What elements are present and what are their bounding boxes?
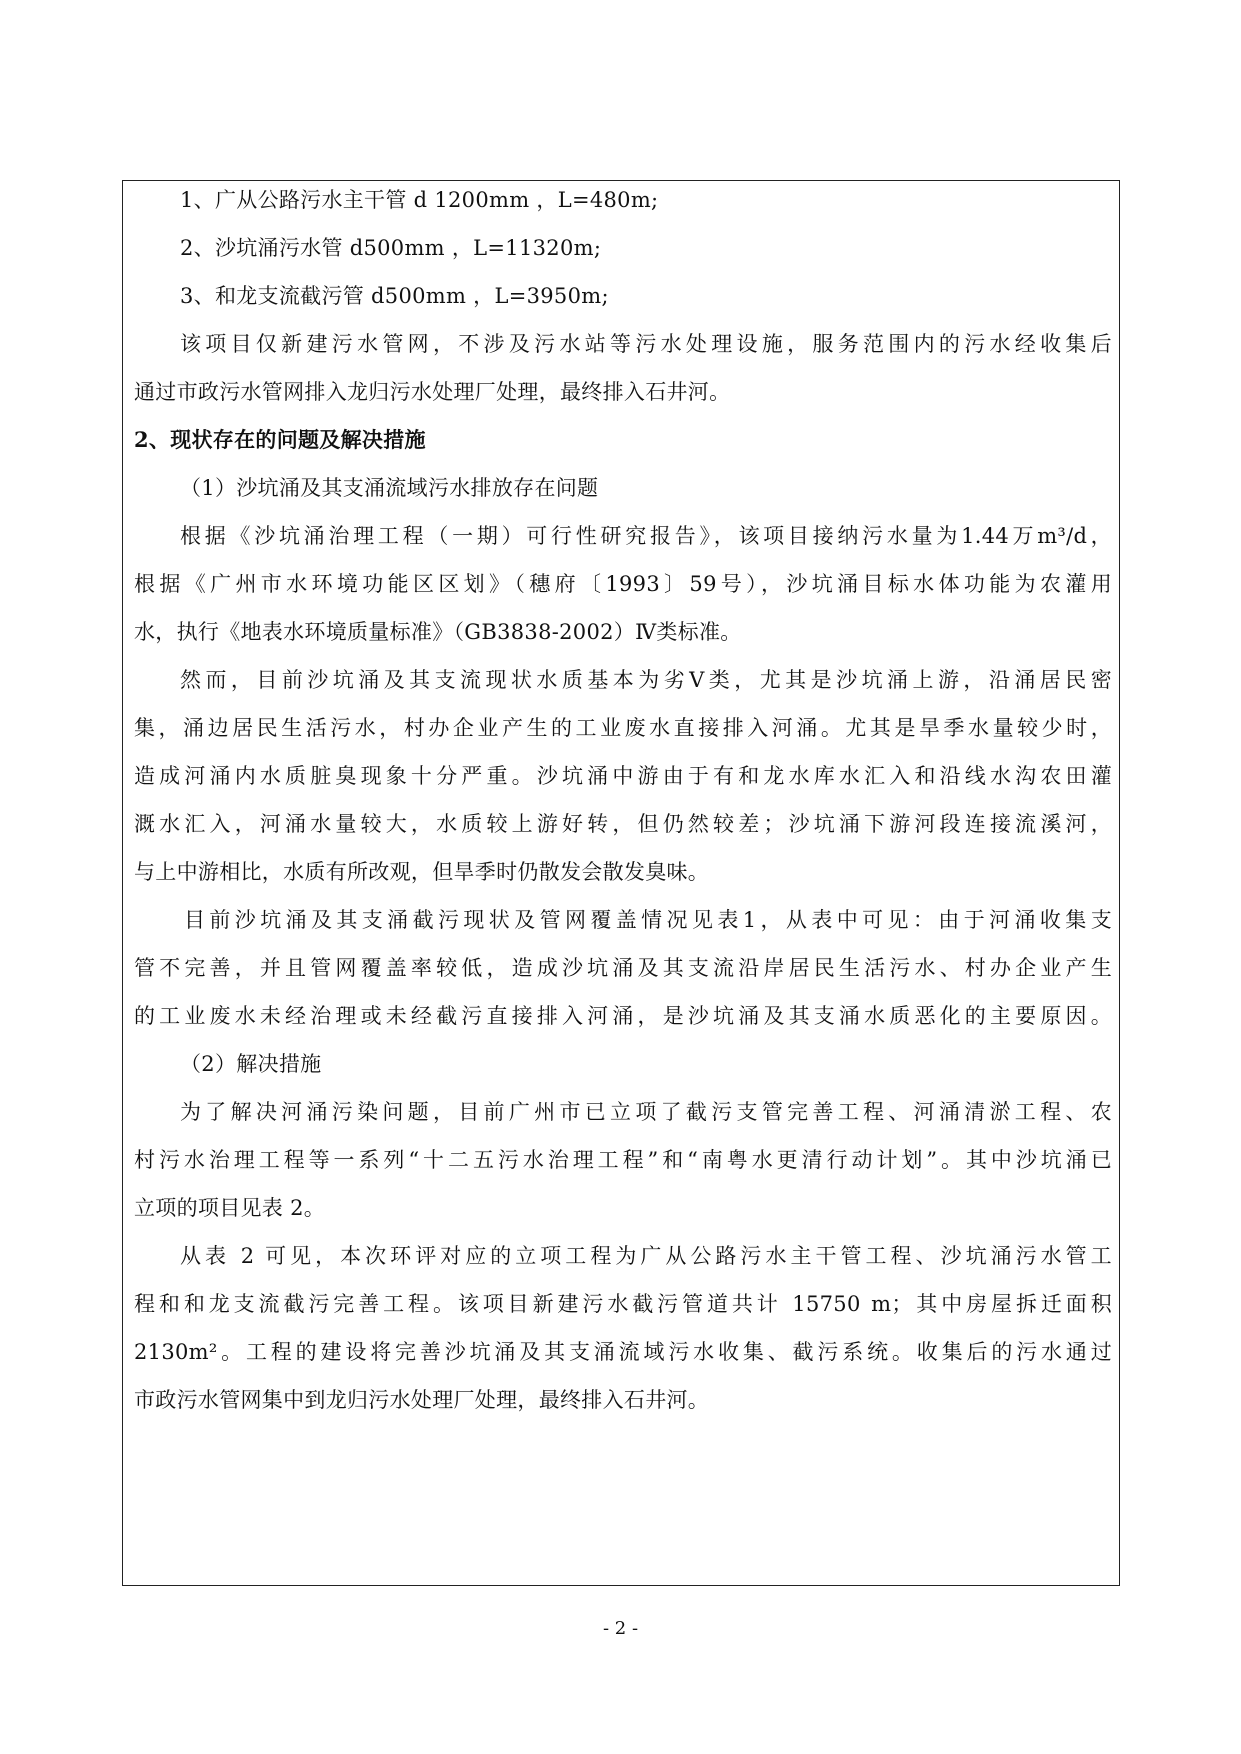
text-line: 2130m²。工程的建设将完善沙坑涌及其支涌流域污水收集、截污系统。收集后的污水通过 [134, 1340, 1112, 1364]
text-line: 与上中游相比，水质有所改观，但旱季时仍散发会散发臭味。 [134, 860, 710, 884]
text-line: 3、和龙支流截污管 d500mm ，L=3950m; [180, 284, 609, 308]
document-body [134, 176, 1112, 1424]
text-line: 水，执行《地表水环境质量标准》（GB3838-2002）Ⅳ类标准。 [134, 620, 742, 644]
page-number: - 2 - [602, 1618, 639, 1639]
text-line: 从表 2 可见，本次环评对应的立项工程为广从公路污水主干管工程、沙坑涌污水管工 [180, 1244, 1112, 1268]
text-line: 然而，目前沙坑涌及其支流现状水质基本为劣Ⅴ类，尤其是沙坑涌上游，沿涌居民密 [180, 668, 1112, 692]
text-line: 的工业废水未经治理或未经截污直接排入河涌，是沙坑涌及其支涌水质恶化的主要原因。 [134, 1004, 1112, 1028]
text-line: 管不完善，并且管网覆盖率较低，造成沙坑涌及其支流沿岸居民生活污水、村办企业产生 [134, 956, 1112, 980]
text-line: （2）解决措施 [180, 1052, 322, 1076]
text-line: 造成河涌内水质脏臭现象十分严重。沙坑涌中游由于有和龙水库水汇入和沿线水沟农田灌 [134, 764, 1112, 788]
text-line: 2、沙坑涌污水管 d500mm ，L=11320m; [180, 236, 602, 260]
text-line: 程和和龙支流截污完善工程。该项目新建污水截污管道共计 15750 m；其中房屋拆迁面积 [134, 1292, 1112, 1316]
text-line: 1、广从公路污水主干管 d 1200mm ，L=480m; [180, 188, 659, 212]
text-line: 市政污水管网集中到龙归污水处理厂处理，最终排入石井河。 [134, 1388, 710, 1412]
text-line: 为了解决河涌污染问题，目前广州市已立项了截污支管完善工程、河涌清淤工程、农 [180, 1100, 1112, 1124]
section-heading: 2、现状存在的问题及解决措施 [134, 427, 426, 452]
text-line: 该项目仅新建污水管网，不涉及污水站等污水处理设施，服务范围内的污水经收集后 [180, 332, 1112, 356]
text-line: 立项的项目见表 2。 [134, 1196, 326, 1220]
text-line: 通过市政污水管网排入龙归污水处理厂处理，最终排入石井河。 [134, 380, 731, 404]
text-line: 目前沙坑涌及其支涌截污现状及管网覆盖情况见表1，从表中可见：由于河涌收集支 [184, 908, 1112, 932]
text-line: 集，涌边居民生活污水，村办企业产生的工业废水直接排入河涌。尤其是旱季水量较少时， [134, 716, 1112, 740]
text-line: 溉水汇入，河涌水量较大，水质较上游好转，但仍然较差；沙坑涌下游河段连接流溪河， [134, 812, 1112, 836]
text-line: 根据《广州市水环境功能区区划》（穗府〔1993〕59号），沙坑涌目标水体功能为农灌用 [134, 572, 1112, 596]
text-line: （1）沙坑涌及其支涌流域污水排放存在问题 [180, 476, 599, 500]
text-line: 村污水治理工程等一系列“十二五污水治理工程”和“南粤水更清行动计划”。其中沙坑涌已 [134, 1148, 1112, 1172]
text-line: 根据《沙坑涌治理工程（一期）可行性研究报告》，该项目接纳污水量为1.44万m³/d， [180, 524, 1112, 548]
